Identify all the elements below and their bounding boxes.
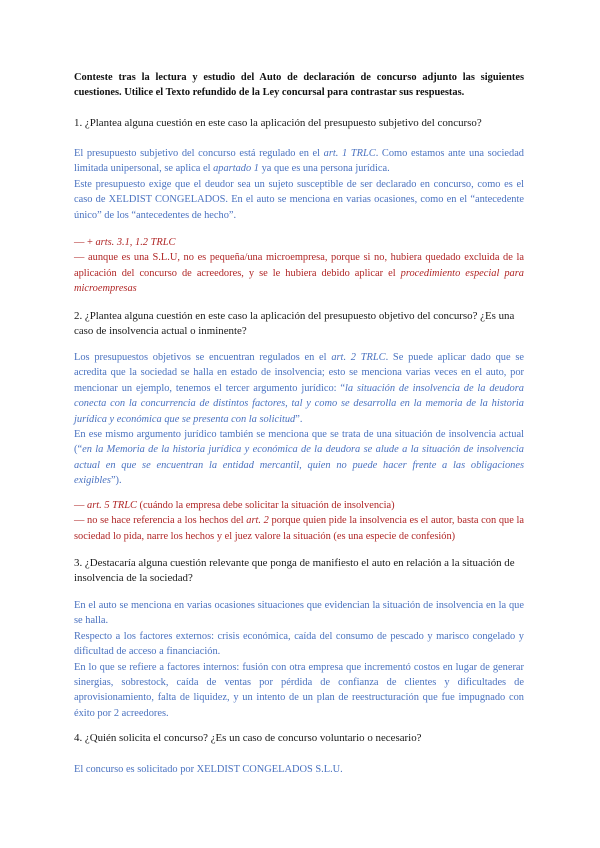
answer-3-paragraph-2: Respecto a los factores externos: crisis económica, caída del consumo de pescado y marisco congelado y dificultad de acceso a financiación. xyxy=(74,630,524,658)
answer-2-paragraph-2: En ese mismo argumento jurídico también se menciona que se trata de una situación de insolvencia actual (“en la Memoria de la historia jurídica y económica de la deudora se alude a la situación de insolvencia actual en que se encuentran la entidad mercantil, quien no puede hacer frente a las obligaciones exigibles”). xyxy=(74,429,524,487)
note-1 xyxy=(74,235,524,297)
note-1-line-2: — aunque es una S.L.U, no es pequeña/una microempresa, porque si no, hubiera quedado excluida de la aplicación del concurso de acreedores, y se le hubiera debido aplicar el procedimiento especial para microempresas xyxy=(74,252,524,295)
question-2: 2. ¿Plantea alguna cuestión en este caso la aplicación del presupuesto objetivo del concurso? ¿Es una caso de insolvencia actual o inminente? xyxy=(74,310,515,338)
answer-1 xyxy=(74,146,524,223)
answer-2-paragraph-1: Los presupuestos objetivos se encuentran regulados en el art. 2 TRLC. Se puede aplicar dado que se acredita que la sociedad se halla en estado de insolvencia; esto se menciona varias veces en el auto, por mencionar un ejemplo, tenemos el tercer argumento jurídico: “la situación de insolvencia de la deudora conecta con la concurrencia de distintos factores, tal y como se desarrolla en la memoria de la historia jurídica y económica que se presenta con la solicitud”. xyxy=(74,352,525,425)
instructions-heading: Conteste tras la lectura y estudio del Auto de declaración de concurso adjunto las siguientes cuestiones. Utilice el Texto refundido de la Ley concursal para contrastar sus respuestas. xyxy=(74,72,524,99)
answer-4 xyxy=(74,762,524,777)
note-2-line-1: — art. 5 TRLC (cuándo la empresa debe solicitar la situación de insolvencia) xyxy=(74,500,395,511)
answer-2 xyxy=(74,350,524,489)
answer-3-paragraph-3: En lo que se refiere a factores internos: fusión con otra empresa que incrementó costos en lugar de generar sinergias, sobrestock, caída de ventas por pérdida de confianza de clientes y dificultades de aprovisionamiento, falta de liquidez, y un intento de un plan de reestructuración que fue impugnado con éxito por 2 acreedores. xyxy=(74,661,524,719)
answer-3-paragraph-1: En el auto se menciona en varias ocasiones situaciones que evidencian la situación de insolvencia en la que se halla. xyxy=(74,600,524,627)
note-2-line-2: — no se hace referencia a los hechos del art. 2 porque quien pide la insolvencia es el autor, basta con que la sociedad lo pida, narre los hechos y el juez valore la situación (es una especie de confesión) xyxy=(74,515,524,542)
note-1-line-1: — + arts. 3.1, 1.2 TRLC xyxy=(74,237,176,248)
question-4: 4. ¿Quién solicita el concurso? ¿Es un caso de concurso voluntario o necesario? xyxy=(74,732,422,744)
question-1: 1. ¿Plantea alguna cuestión en este caso la aplicación del presupuesto subjetivo del concurso? xyxy=(74,117,482,129)
note-2 xyxy=(74,498,524,544)
question-3: 3. ¿Destacaría alguna cuestión relevante que ponga de manifiesto el auto en relación a la situación de insolvencia de la sociedad? xyxy=(74,557,515,585)
answer-3 xyxy=(74,598,524,721)
answer-1-paragraph-1: El presupuesto subjetivo del concurso está regulado en el art. 1 TRLC. Como estamos ante una sociedad limitada unipersonal, se aplica el apartado 1 ya que es una persona jurídica. xyxy=(74,148,524,175)
answer-4-paragraph-1: El concurso es solicitado por XELDIST CONGELADOS S.L.U. xyxy=(74,764,343,775)
answer-1-paragraph-2: Este presupuesto exige que el deudor sea un sujeto susceptible de ser declarado en concurso, como es el caso de XELDIST CONGELADOS. En el auto se menciona en varias ocasiones, como en el “antecedente único” de los “antecedentes de hecho”. xyxy=(74,178,524,221)
